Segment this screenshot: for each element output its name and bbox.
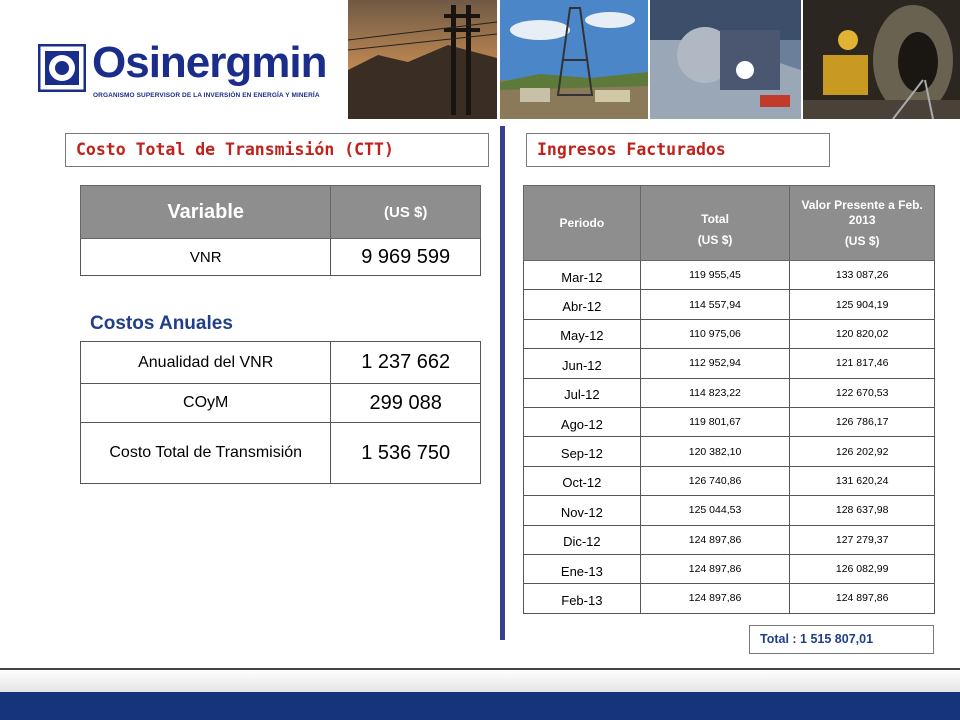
vp-cell: 126 082,99 [790,554,935,583]
vnr-variable-table [80,185,481,276]
periodo-cell: Jun-12 [524,349,641,378]
brand-name: Osinergmin [92,38,327,87]
vp-cell: 122 670,53 [790,378,935,407]
total-column-header [640,186,790,261]
table-header-row [81,186,481,239]
row-value: 1 237 662 [331,342,481,384]
table-row [524,319,935,348]
vp-cell: 131 620,24 [790,466,935,495]
total-cell: 110 975,06 [640,319,790,348]
vp-header-unit: (US $) [844,233,880,248]
total-cell: 125 044,53 [640,496,790,525]
table-row [524,349,935,378]
brand-tagline: ORGANISMO SUPERVISOR DE LA INVERSIÓN EN ENERGÍA Y MINERÍA [93,92,320,99]
table-row [81,423,481,484]
usd-column-header: (US $) [331,186,481,239]
variable-column-header: Variable [81,186,331,239]
total-cell: 114 823,22 [640,378,790,407]
table-row [524,554,935,583]
vp-cell: 124 897,86 [790,584,935,613]
table-row [524,584,935,613]
table-row [81,342,481,384]
periodo-cell: Nov-12 [524,496,641,525]
osinergmin-logo [38,38,343,104]
row-value: 299 088 [331,384,481,423]
periodo-cell: May-12 [524,319,641,348]
periodo-cell: Abr-12 [524,290,641,319]
total-summary-box: Total : 1 515 807,01 [749,625,934,654]
vp-cell: 127 279,37 [790,525,935,554]
total-cell: 124 897,86 [640,525,790,554]
table-row [524,466,935,495]
power-lines-photo [348,0,497,119]
periodo-cell: Oct-12 [524,466,641,495]
table-row [524,261,935,290]
periodo-cell: Dic-12 [524,525,641,554]
footer-blue-bar [0,692,960,720]
ingresos-facturados-table [523,185,935,614]
vp-header-label: Valor Presente a Feb. 2013 [801,197,923,227]
vp-cell: 128 637,98 [790,496,935,525]
total-cell: 112 952,94 [640,349,790,378]
footer-gray-band [0,670,960,692]
table-row [524,290,935,319]
periodo-cell: Sep-12 [524,437,641,466]
periodo-header-label: Periodo [559,215,605,230]
table-header-row [524,186,935,261]
table-row [524,496,935,525]
row-value: 1 536 750 [331,423,481,484]
pipeline-welding-photo [650,0,801,119]
row-label: Costo Total de Transmisión [81,423,331,484]
vp-cell: 121 817,46 [790,349,935,378]
ingresos-section-title: Ingresos Facturados [526,133,830,167]
total-cell: 114 557,94 [640,290,790,319]
periodo-column-header [524,186,641,261]
total-cell: 119 801,67 [640,407,790,436]
mining-tunnel-photo [803,0,960,119]
periodo-cell: Feb-13 [524,584,641,613]
total-cell: 120 382,10 [640,437,790,466]
row-value: 9 969 599 [331,239,481,276]
total-cell: 126 740,86 [640,466,790,495]
total-header-label: Total [701,212,729,226]
periodo-cell: Mar-12 [524,261,641,290]
vp-cell: 126 202,92 [790,437,935,466]
vp-cell: 133 087,26 [790,261,935,290]
vp-cell: 125 904,19 [790,290,935,319]
ingresos-table-body [524,261,935,614]
table-row [524,407,935,436]
vp-cell: 120 820,02 [790,319,935,348]
annual-costs-table [80,341,481,484]
ctt-section-title: Costo Total de Transmisión (CTT) [65,133,489,167]
periodo-cell: Ene-13 [524,554,641,583]
table-row [524,525,935,554]
periodo-cell: Ago-12 [524,407,641,436]
row-label: VNR [81,239,331,276]
vp-cell: 126 786,17 [790,407,935,436]
total-cell: 119 955,45 [640,261,790,290]
total-cell: 124 897,86 [640,584,790,613]
vp-column-header [790,186,935,261]
table-row [81,384,481,423]
table-row [81,239,481,276]
periodo-cell: Jul-12 [524,378,641,407]
row-label: Anualidad del VNR [81,342,331,384]
total-cell: 124 897,86 [640,554,790,583]
row-label: COyM [81,384,331,423]
costos-anuales-heading: Costos Anuales [90,313,233,334]
vertical-divider [500,126,505,640]
oil-rig-photo [500,0,648,119]
total-header-unit: (US $) [697,233,733,247]
table-row [524,378,935,407]
logo-emblem-icon [38,44,86,92]
table-row [524,437,935,466]
header-banner [0,0,960,120]
